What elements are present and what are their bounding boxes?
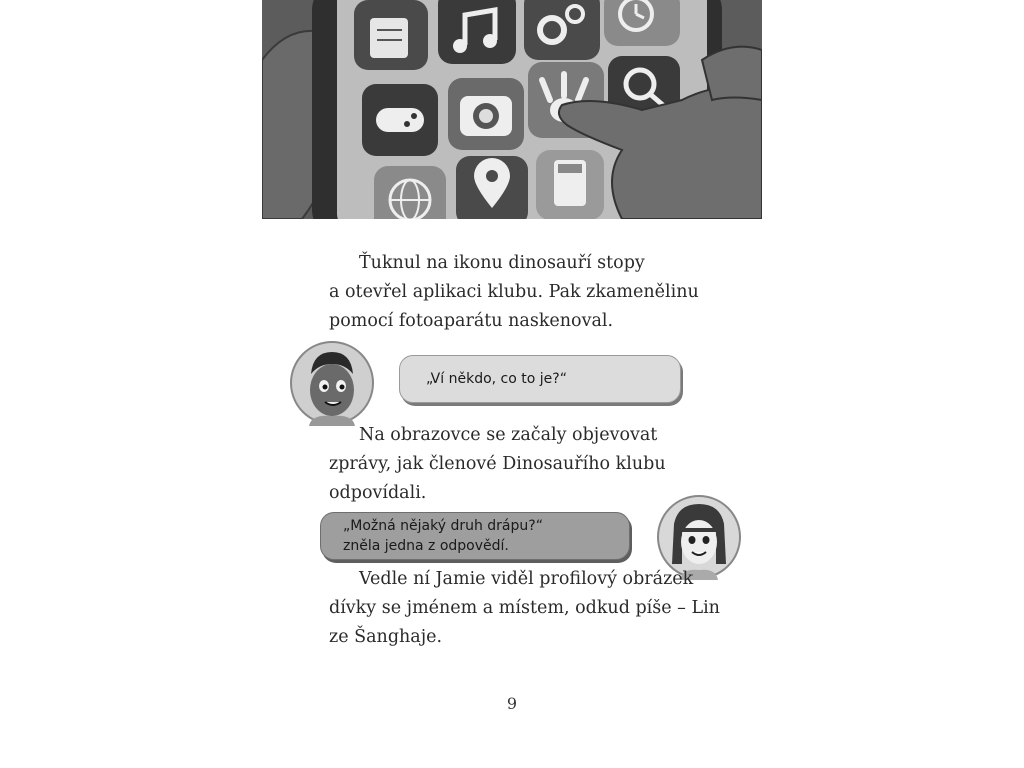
notepad-icon — [354, 0, 428, 70]
chat-bubble-jamie: „Ví někdo, co to je?“ — [399, 355, 681, 403]
gamepad-icon — [362, 84, 438, 156]
globe-icon — [374, 166, 446, 219]
music-icon — [438, 0, 516, 64]
location-pin-icon — [456, 156, 528, 219]
camera-icon — [448, 78, 524, 150]
page-number: 9 — [506, 694, 518, 713]
paragraph-3: Vedle ní Jamie viděl profilový obrázek dívky se jménem a místem, odkud píše – Lin ze Šanghaje. — [329, 569, 720, 647]
clock-icon — [604, 0, 680, 46]
jamie-avatar — [289, 340, 375, 426]
calculator-icon — [536, 150, 604, 219]
paragraph-2: Na obrazovce se začaly objevovat zprávy, jak členové Dinosauřího klubu odpovídali. — [329, 425, 666, 503]
chat-bubble-lin: „Možná nějaký druh drápu?“ zněla jedna z odpovědí. — [320, 512, 630, 560]
gears-icon — [524, 0, 600, 60]
paragraph-1: Ťuknul na ikonu dinosauří stopy a otevřel aplikaci klubu. Pak zkamenělinu pomocí fotoaparátu naskenoval. — [329, 253, 699, 331]
phone-illustration — [262, 0, 762, 219]
